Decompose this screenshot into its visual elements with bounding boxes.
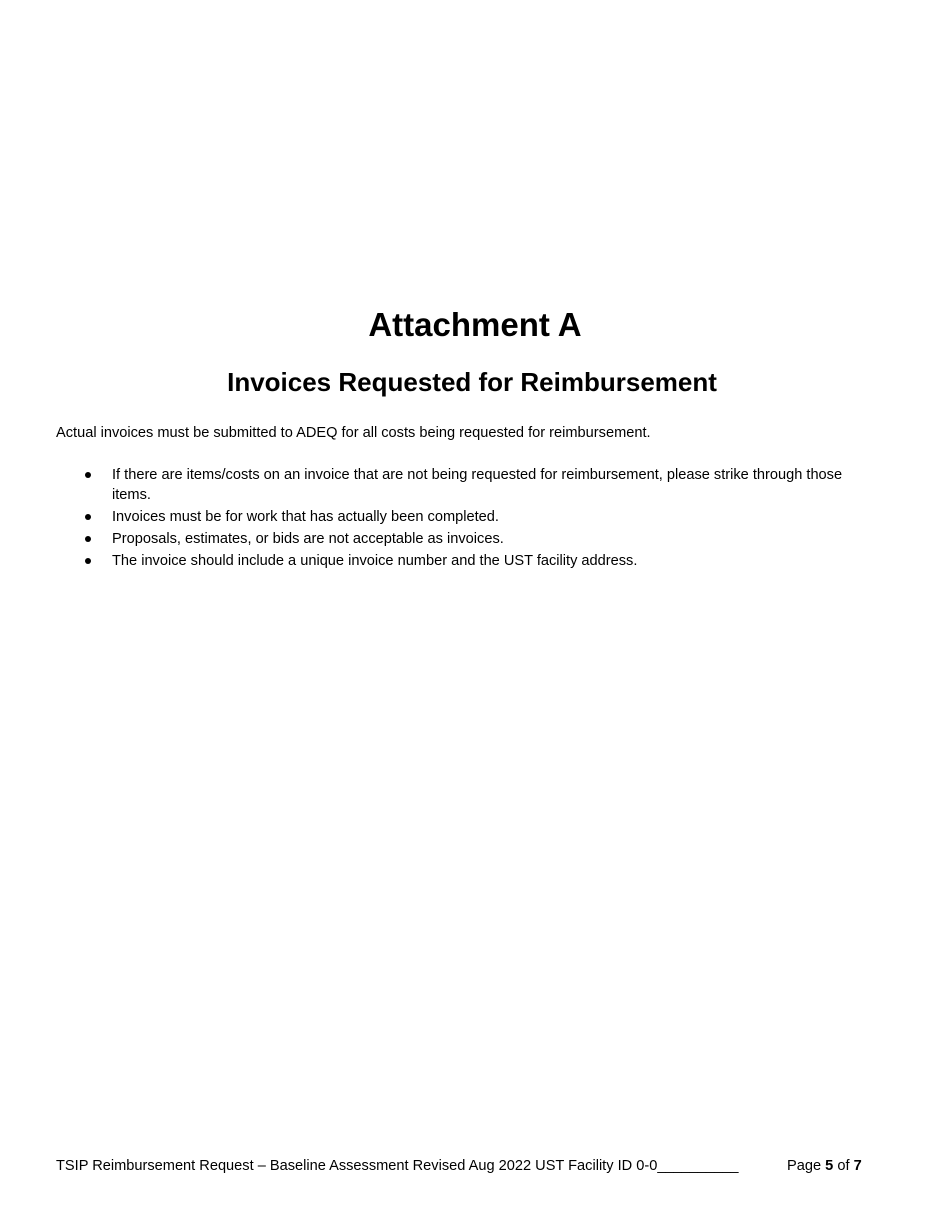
list-item-text: If there are items/costs on an invoice that are not being requested for reimbursement, please strike through those items. — [112, 467, 843, 503]
footer-form-name: TSIP Reimbursement Request – Baseline Assessment Revised Aug 2022 UST Facility ID 0-0__________ — [56, 1158, 739, 1174]
list-item-text: The invoice should include a unique invoice number and the UST facility address. — [112, 553, 638, 569]
bullet-icon — [85, 558, 91, 564]
page-subtitle: Invoices Requested for Reimbursement — [227, 367, 717, 397]
page-total: 7 — [853, 1158, 862, 1174]
page-current: 5 — [825, 1158, 834, 1174]
requirements-list — [56, 465, 876, 573]
list-item-text: Invoices must be for work that has actually been completed. — [112, 509, 499, 525]
page-label: Page — [787, 1158, 822, 1174]
page-number — [787, 1156, 862, 1176]
list-item-text: Proposals, estimates, or bids are not acceptable as invoices. — [112, 531, 504, 547]
bullet-icon — [85, 514, 91, 520]
bullet-icon — [85, 472, 91, 478]
list-item — [56, 551, 876, 571]
list-item — [56, 465, 876, 505]
list-item — [56, 529, 876, 549]
list-item — [56, 507, 876, 527]
page-footer — [56, 1156, 876, 1176]
page-of: of — [837, 1158, 850, 1174]
intro-paragraph: Actual invoices must be submitted to ADEQ for all costs being requested for reimbursement. — [56, 425, 651, 441]
page-title: Attachment A — [368, 306, 582, 343]
bullet-icon — [85, 536, 91, 542]
